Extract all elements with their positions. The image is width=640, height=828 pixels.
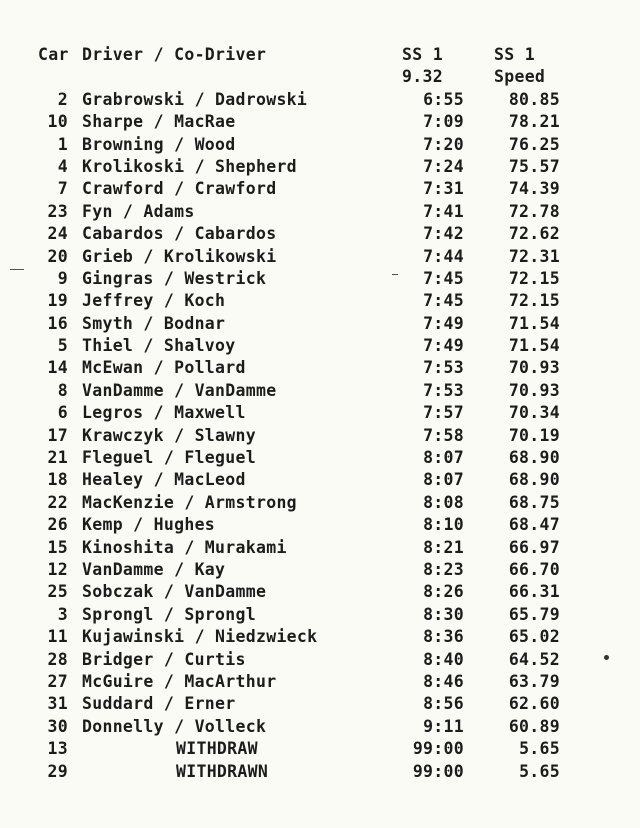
driver-codriver: VanDamme / VanDamme (82, 380, 277, 400)
stage-results-table (38, 44, 578, 783)
stage-speed: 71.54 (508, 336, 560, 356)
stage-time: 9:11 (423, 716, 464, 736)
stage-speed: 76.25 (508, 134, 560, 154)
stage-speed: 68.75 (508, 492, 560, 512)
car-number: 8 (57, 380, 68, 400)
driver-codriver: McGuire / MacArthur (82, 671, 277, 691)
car-number: 18 (47, 470, 68, 490)
car-number: 30 (47, 716, 68, 736)
driver-codriver: Cabardos / Cabardos (82, 224, 277, 244)
car-number: 24 (47, 224, 68, 244)
withdrawn-label: WITHDRAW (176, 739, 258, 759)
stage-time: 8:10 (423, 515, 464, 535)
result-row (38, 268, 578, 290)
driver-column-header: Driver / Co-Driver (82, 45, 267, 64)
driver-codriver: Sprongl / Sprongl (82, 604, 256, 624)
stage-speed: 68.47 (508, 515, 560, 535)
car-number: 22 (47, 492, 68, 512)
stage-time: 99:00 (412, 761, 464, 781)
car-number: 3 (57, 604, 68, 624)
result-row (38, 492, 578, 514)
driver-codriver: Gingras / Westrick (82, 268, 267, 288)
car-column-header: Car (38, 45, 69, 64)
stage-time: 7:20 (423, 134, 464, 154)
stage-time: 8:07 (423, 448, 464, 468)
result-row (38, 111, 578, 133)
car-number: 16 (47, 313, 68, 333)
driver-codriver: Kinoshita / Murakami (82, 537, 287, 557)
car-number: 25 (47, 582, 68, 602)
stage-time: 7:09 (423, 112, 464, 132)
driver-codriver: Fyn / Adams (82, 201, 195, 221)
driver-codriver: Jeffrey / Koch (82, 291, 226, 311)
result-row (38, 671, 578, 693)
stage-time: 8:21 (423, 537, 464, 557)
stage-time: 7:24 (423, 156, 464, 176)
withdrawn-rows (38, 738, 578, 783)
driver-codriver: Smyth / Bodnar (82, 313, 226, 333)
driver-codriver: Kemp / Hughes (82, 515, 216, 535)
result-row (38, 447, 578, 469)
result-row (38, 89, 578, 111)
driver-codriver: Grieb / Krolikowski (82, 246, 277, 266)
stage-speed: 66.31 (508, 582, 560, 602)
result-row (38, 425, 578, 447)
car-number: 15 (47, 537, 68, 557)
driver-codriver: Suddard / Erner (82, 694, 236, 714)
result-row (38, 201, 578, 223)
driver-codriver: McEwan / Pollard (82, 358, 246, 378)
car-number: 20 (47, 246, 68, 266)
stray-dot (604, 655, 609, 660)
stage-time: 7:44 (423, 246, 464, 266)
result-row (38, 313, 578, 335)
driver-codriver: Krolikoski / Shepherd (82, 156, 297, 176)
stage-speed: 70.34 (508, 403, 560, 423)
driver-codriver: Healey / MacLeod (82, 470, 246, 490)
withdrawn-label: WITHDRAWN (176, 761, 269, 781)
car-number: 7 (57, 179, 68, 199)
result-row (38, 134, 578, 156)
result-row (38, 716, 578, 738)
car-number: 31 (47, 694, 68, 714)
result-row (38, 357, 578, 379)
result-row (38, 581, 578, 603)
result-row (38, 514, 578, 536)
car-number: 13 (47, 739, 68, 759)
driver-codriver: Browning / Wood (82, 134, 236, 154)
stage-speed: 75.57 (508, 156, 560, 176)
stage-speed: 64.52 (508, 649, 560, 669)
result-row (38, 537, 578, 559)
stage-time: 7:45 (423, 268, 464, 288)
withdrawn-row (38, 738, 578, 760)
stage-distance: 9.32 (402, 67, 443, 87)
result-row (38, 626, 578, 648)
car-number: 6 (57, 403, 68, 423)
stage-speed: 68.90 (508, 470, 560, 490)
stage-time: 7:57 (423, 403, 464, 423)
result-row (38, 649, 578, 671)
stage-time: 7:49 (423, 336, 464, 356)
stage-time: 8:46 (423, 671, 464, 691)
stage-speed: 70.93 (508, 358, 560, 378)
stage-speed: 78.21 (508, 112, 560, 132)
speed-subheader: Speed (494, 67, 546, 87)
car-number: 23 (47, 201, 68, 221)
driver-codriver: Grabrowski / Dadrowski (82, 89, 308, 109)
stage-speed: 70.19 (508, 425, 560, 445)
stage-speed: 72.15 (508, 268, 560, 288)
result-row (38, 380, 578, 402)
stage-speed: 65.79 (508, 604, 560, 624)
result-row (38, 693, 578, 715)
stage-speed: 70.93 (508, 380, 560, 400)
stage-time: 8:23 (423, 559, 464, 579)
car-number: 10 (47, 112, 68, 132)
stage-time: 7:58 (423, 425, 464, 445)
stage-time: 7:41 (423, 201, 464, 221)
result-row (38, 402, 578, 424)
stage-speed: 72.31 (508, 246, 560, 266)
withdrawn-row (38, 761, 578, 783)
car-number: 9 (57, 268, 68, 288)
result-row (38, 290, 578, 312)
car-number: 17 (47, 425, 68, 445)
stage-speed: 72.15 (508, 291, 560, 311)
result-row (38, 559, 578, 581)
car-number: 28 (47, 649, 68, 669)
result-row (38, 156, 578, 178)
stage-time: 7:53 (423, 358, 464, 378)
stage-time: 7:42 (423, 224, 464, 244)
stage-time: 8:40 (423, 649, 464, 669)
driver-codriver: Bridger / Curtis (82, 649, 246, 669)
car-number: 12 (47, 559, 68, 579)
stage-speed: 66.97 (508, 537, 560, 557)
stage-time: 8:26 (423, 582, 464, 602)
car-number: 2 (57, 89, 68, 109)
driver-codriver: Thiel / Shalvoy (82, 336, 236, 356)
stage-time: 8:36 (423, 627, 464, 647)
driver-codriver: Kujawinski / Niedzwieck (82, 627, 318, 647)
result-row (38, 246, 578, 268)
stage-speed: 63.79 (508, 671, 560, 691)
time-column-header: SS 1 (402, 45, 443, 64)
driver-codriver: Sobczak / VanDamme (82, 582, 267, 602)
stage-speed: 65.02 (508, 627, 560, 647)
car-number: 1 (57, 134, 68, 154)
result-row (38, 178, 578, 200)
stage-speed: 72.78 (508, 201, 560, 221)
result-row (38, 223, 578, 245)
result-row (38, 604, 578, 626)
car-number: 14 (47, 358, 68, 378)
header-subrow (38, 66, 578, 88)
driver-codriver: Crawford / Crawford (82, 179, 277, 199)
stage-speed: 62.60 (508, 694, 560, 714)
stage-time: 7:53 (423, 380, 464, 400)
car-number: 27 (47, 671, 68, 691)
result-row (38, 469, 578, 491)
driver-codriver: MacKenzie / Armstrong (82, 492, 297, 512)
car-number: 11 (47, 627, 68, 647)
stage-time: 8:56 (423, 694, 464, 714)
driver-codriver: Krawczyk / Slawny (82, 425, 256, 445)
stage-time: 7:49 (423, 313, 464, 333)
stage-speed: 74.39 (508, 179, 560, 199)
stray-mark (392, 274, 398, 275)
car-number: 4 (57, 156, 68, 176)
car-number: 29 (47, 761, 68, 781)
stray-mark (10, 269, 24, 270)
stage-speed: 5.65 (519, 739, 560, 759)
result-rows (38, 89, 578, 738)
stage-time: 6:55 (423, 89, 464, 109)
stage-time: 8:30 (423, 604, 464, 624)
stage-speed: 80.85 (508, 89, 560, 109)
stage-speed: 5.65 (519, 761, 560, 781)
stage-speed: 71.54 (508, 313, 560, 333)
driver-codriver: Donnelly / Volleck (82, 716, 267, 736)
stage-speed: 68.90 (508, 448, 560, 468)
stage-time: 8:07 (423, 470, 464, 490)
stage-time: 7:31 (423, 179, 464, 199)
stage-speed: 66.70 (508, 559, 560, 579)
stage-time: 8:08 (423, 492, 464, 512)
car-number: 21 (47, 448, 68, 468)
driver-codriver: Sharpe / MacRae (82, 112, 236, 132)
stage-time: 99:00 (412, 739, 464, 759)
result-row (38, 335, 578, 357)
driver-codriver: Legros / Maxwell (82, 403, 246, 423)
car-number: 26 (47, 515, 68, 535)
driver-codriver: Fleguel / Fleguel (82, 448, 256, 468)
car-number: 5 (57, 336, 68, 356)
speed-column-header: SS 1 (494, 45, 535, 64)
stage-speed: 60.89 (508, 716, 560, 736)
stage-time: 7:45 (423, 291, 464, 311)
header-row (38, 44, 578, 66)
car-number: 19 (47, 291, 68, 311)
driver-codriver: VanDamme / Kay (82, 559, 226, 579)
stage-speed: 72.62 (508, 224, 560, 244)
